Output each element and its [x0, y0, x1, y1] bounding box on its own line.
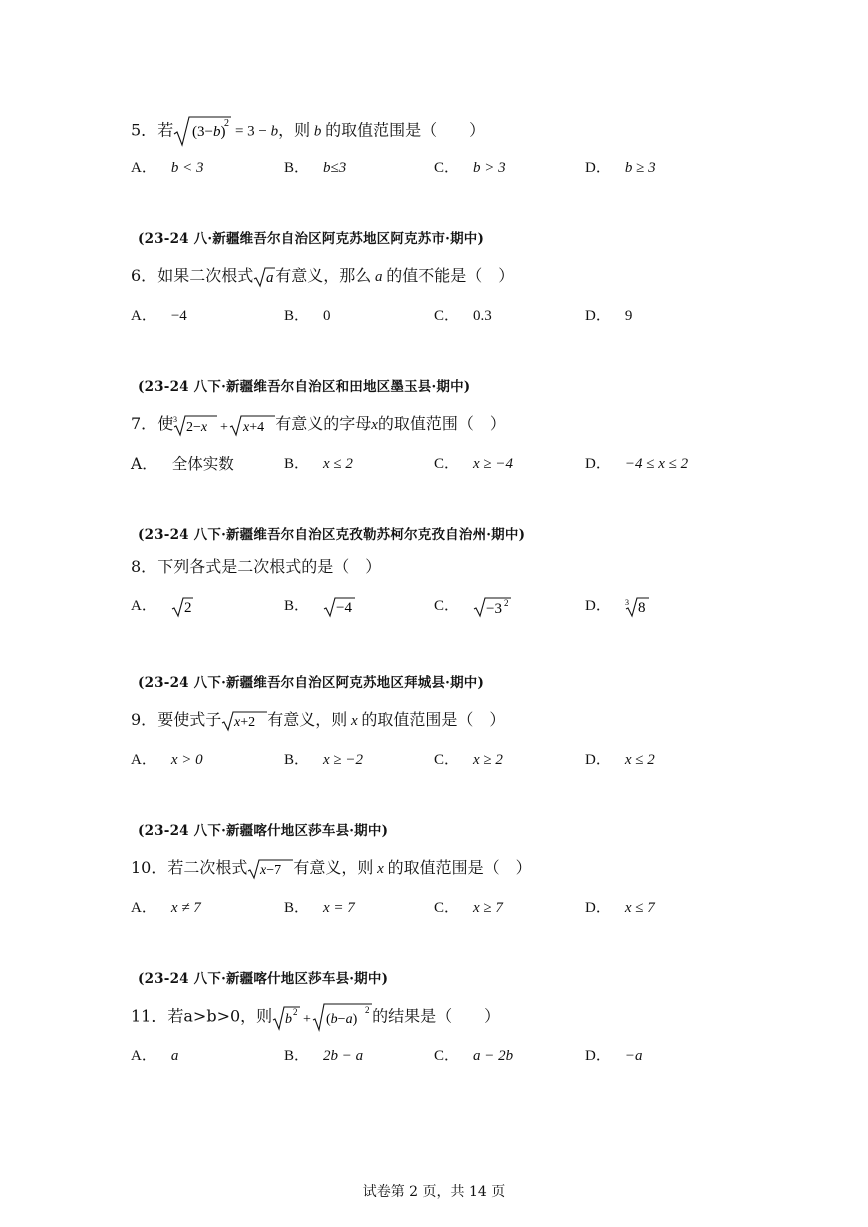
- option-d[interactable]: D． x ≤ 7: [585, 900, 655, 916]
- cube-root-and-sqrt-icon: [173, 413, 275, 437]
- question-10-stem: 10．若二次根式 x−7 有意义，则 x 的取值范围是（ ）: [131, 856, 532, 881]
- question-9-stem: 9．要使式子 x+2 有意义，则 x 的取值范围是（ ）: [131, 708, 505, 733]
- question-7-stem: 7．使 3 2−x + x+4 有意义的字母x的取值范围（ ）: [131, 414, 506, 435]
- option-d[interactable]: D． x ≤ 2: [585, 752, 655, 768]
- svg-text:+: +: [220, 419, 229, 435]
- stem-text: 的取值范围是（ ）: [325, 120, 486, 140]
- question-source: (23-24 八下·新疆维吾尔自治区和田地区墨玉县·期中): [138, 379, 471, 395]
- svg-text:2: 2: [224, 118, 230, 129]
- option-a[interactable]: A． a: [131, 1048, 179, 1064]
- svg-text:2: 2: [293, 1007, 298, 1017]
- svg-text:2: 2: [504, 598, 509, 609]
- option-b[interactable]: B． x ≤ 2: [284, 456, 353, 472]
- svg-text:−3: −3: [486, 601, 502, 618]
- option-b[interactable]: B． 0: [284, 308, 331, 324]
- option-a[interactable]: A． 2: [131, 598, 192, 617]
- question-source: (23-24 八·新疆维吾尔自治区阿克苏地区阿克苏市·期中): [138, 231, 485, 247]
- option-d[interactable]: D． b ≥ 3: [585, 160, 656, 176]
- option-b[interactable]: B． x = 7: [284, 900, 355, 916]
- svg-text:3: 3: [173, 414, 178, 424]
- page-footer: 试卷第 2 页，共 14 页: [362, 1184, 506, 1200]
- svg-text:(3−b): (3−b): [192, 124, 226, 140]
- option-d[interactable]: D． 9: [585, 308, 633, 324]
- svg-text:(b−a): (b−a): [326, 1012, 358, 1027]
- svg-text:x−7: x−7: [260, 863, 282, 879]
- radical-expression: [253, 265, 275, 289]
- svg-text:2: 2: [183, 600, 192, 617]
- option-b[interactable]: B． 2b − a: [284, 1048, 364, 1064]
- radical-expression: [272, 1002, 372, 1032]
- option-a[interactable]: A． −4: [131, 308, 187, 324]
- svg-text:+: +: [303, 1012, 312, 1027]
- sqrt-sign-icon: [221, 710, 267, 732]
- option-a[interactable]: A． x ≠ 7: [131, 900, 201, 916]
- option-c[interactable]: C． x ≥ 7: [434, 900, 503, 916]
- option-d[interactable]: D． −a: [585, 1048, 643, 1064]
- question-8-stem: 8．下列各式是二次根式的是（ ）: [131, 557, 382, 576]
- question-source: (23-24 八下·新疆维吾尔自治区克孜勒苏柯尔克孜自治州·期中): [138, 527, 526, 543]
- expr-rhs: = 3 − b: [231, 123, 279, 140]
- question-11-stem: 11．若a>b>0，则 b 2 + (b−a) 2 的结果是（ ）: [131, 1002, 500, 1032]
- option-d[interactable]: D． 3 8: [585, 594, 649, 619]
- sqrt-sign-icon: [247, 858, 293, 880]
- option-c[interactable]: C． b > 3: [434, 160, 506, 176]
- stem-variable: b: [313, 123, 322, 140]
- question-source: (23-24 八下·新疆喀什地区莎车县·期中): [138, 971, 389, 987]
- svg-text:x+4: x+4: [243, 419, 265, 435]
- radical-expression: [221, 709, 267, 733]
- question-source: (23-24 八下·新疆喀什地区莎车县·期中): [138, 823, 389, 839]
- question-5-stem: [131, 114, 485, 148]
- question-number: 5．: [131, 120, 158, 140]
- option-d[interactable]: D． −4 ≤ x ≤ 2: [585, 456, 689, 472]
- option-b[interactable]: B． x ≥ −2: [284, 752, 364, 768]
- option-c[interactable]: C． x ≥ −4: [434, 456, 514, 472]
- option-b[interactable]: B． b≤3: [284, 160, 347, 176]
- option-b[interactable]: B． −4: [284, 594, 355, 619]
- sqrt-sign-icon: [171, 596, 193, 618]
- svg-text:−4: −4: [336, 600, 352, 617]
- svg-text:2−x: 2−x: [186, 419, 208, 435]
- svg-text:x+2: x+2: [234, 715, 256, 731]
- svg-text:8: 8: [637, 600, 646, 617]
- option-a[interactable]: A． x > 0: [131, 752, 203, 768]
- stem-text: ，则: [278, 120, 311, 140]
- radical-expression: [247, 857, 293, 881]
- option-c[interactable]: C． 0.3: [434, 308, 492, 324]
- cube-root-icon: [625, 596, 649, 618]
- svg-text:3: 3: [624, 598, 629, 608]
- option-a[interactable]: A． b < 3: [131, 160, 204, 176]
- radical-expression: [173, 114, 231, 148]
- sqrt-sign-icon: [272, 1002, 372, 1032]
- svg-text:b: b: [285, 1012, 293, 1027]
- sqrt-sign-icon: [473, 596, 511, 618]
- option-c[interactable]: C． x ≥ 2: [434, 752, 503, 768]
- option-a[interactable]: A． 全体实数: [131, 455, 234, 473]
- option-c[interactable]: C． −3 2: [434, 594, 511, 619]
- radical-expression: [173, 412, 275, 437]
- svg-text:a: a: [266, 270, 274, 287]
- question-6-stem: 6．如果二次根式 a 有意义，那么 a 的值不能是（ ）: [131, 264, 514, 289]
- option-c[interactable]: C． a − 2b: [434, 1048, 514, 1064]
- svg-text:2: 2: [365, 1005, 370, 1015]
- sqrt-sign-icon: [253, 266, 275, 288]
- sqrt-sign-icon: [323, 596, 355, 618]
- question-source: (23-24 八下·新疆维吾尔自治区阿克苏地区拜城县·期中): [138, 675, 485, 691]
- stem-text: 若: [157, 120, 174, 140]
- sqrt-sign-icon: [173, 114, 231, 148]
